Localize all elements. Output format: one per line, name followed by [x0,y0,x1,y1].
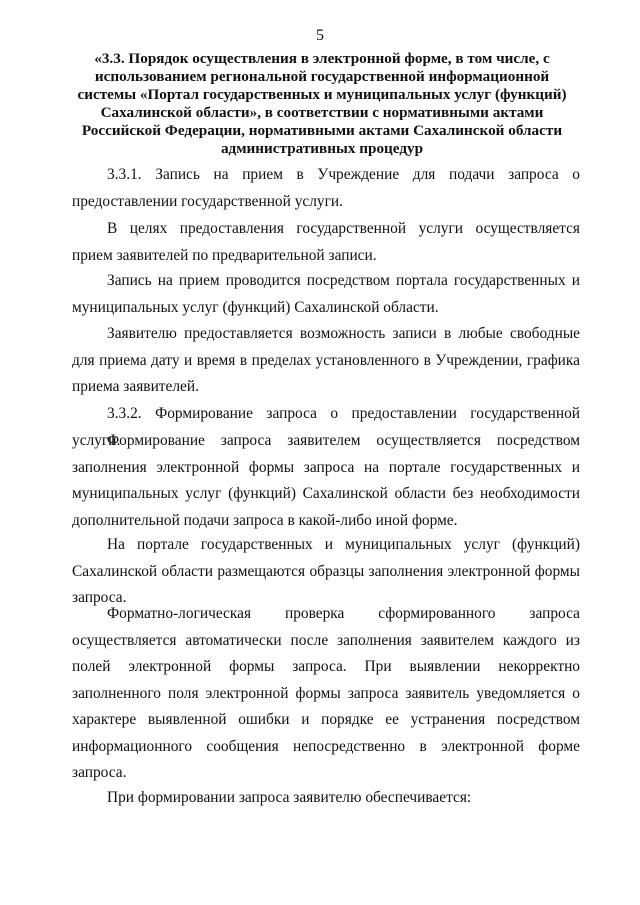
paragraph: Формирование запроса заявителем осуществляется посредством заполнения электронной формы запроса на портале государственных и муниципальных услуг (функций) Сахалинской области без необходимости дополнительной подачи запроса в какой-либо иной форме. [72,432,580,529]
paragraph: Заявителю предоставляется возможность записи в любые свободные для приема дату и время в пределах установленного в Учреждении, графика приема заявителей. [72,325,580,395]
paragraph: На портале государственных и муниципальных услуг (функций) Сахалинской области размещаются образцы заполнения электронной формы запроса. [72,536,580,606]
page-number: 5 [316,27,324,44]
paragraph: Форматно-логическая проверка сформированного запроса осуществляется автоматически после заполнения заявителем каждого из полей электронной формы запроса. При выявлении некорректно заполненного поля электронной формы запроса заявитель уведомляется о характере выявленной ошибки и порядке ее устранения посредством информационного сообщения непосредственно в электронной форме запроса. [72,605,580,781]
paragraph: 3.3.2. Формирование запроса о предоставлении государственной услуги. [72,405,580,449]
paragraph: В целях предоставления государственной услуги осуществляется прием заявителей по предварительной записи. [72,220,580,264]
paragraph: При формировании запроса заявителю обеспечивается: [107,789,472,806]
section-heading: «3.3. Порядок осуществления в электронной форме, в том числе, с использованием региональной государственной информационной системы «Портал государственных и муниципальных услуг (функций) Сахалинской области», в соответствии с нормативными актами Российской Федерации, нормативными актами Сахалинской области административных процедур [77,50,567,157]
paragraph: 3.3.1. Запись на прием в Учреждение для подачи запроса о предоставлении государственной услуги. [72,166,580,210]
paragraph: Запись на прием проводится посредством портала государственных и муниципальных услуг (функций) Сахалинской области. [72,272,580,316]
